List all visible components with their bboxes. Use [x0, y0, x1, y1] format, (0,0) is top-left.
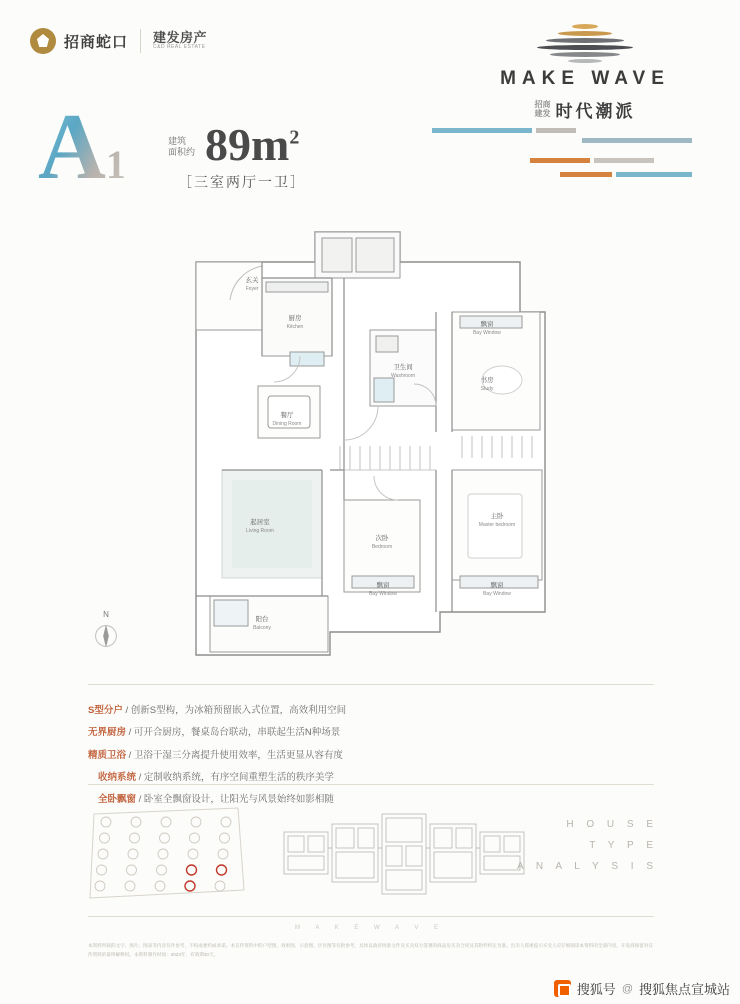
- unit-position-dot: [127, 865, 137, 875]
- divider-top: [88, 684, 654, 685]
- room-label-en: Balcony: [253, 625, 271, 631]
- unit-position-dot: [187, 865, 197, 875]
- feature-tag: 全卧飘窗: [98, 794, 137, 806]
- developer-logo: [30, 28, 207, 54]
- room-label-en: Bedroom: [371, 544, 393, 550]
- feature-item: [88, 700, 373, 722]
- watermark: [554, 979, 730, 998]
- feature-text: / 卫浴干湿三分离提升使用效率，生活更显从容有度: [126, 749, 343, 761]
- room-label-en: Bay Window: [483, 591, 511, 597]
- unit-position-dot: [158, 849, 168, 859]
- compass-icon: [88, 610, 124, 654]
- logo-tiny-text: 招商 建发: [534, 100, 551, 118]
- unit-position-dot: [215, 881, 225, 891]
- feature-item: [98, 767, 383, 789]
- unit-position-dot: [191, 817, 201, 827]
- unit-position-dot: [185, 881, 195, 891]
- unit-position-dot: [101, 817, 111, 827]
- room-label-en: Dining Room: [272, 421, 302, 427]
- room-label-en: Kitchen: [286, 324, 304, 330]
- room-label-cn: 阳台: [255, 616, 269, 623]
- room-label-cn: 玄关: [245, 277, 259, 284]
- room-label-cn: 卫生间: [393, 364, 413, 371]
- unit-position-dot: [217, 865, 227, 875]
- unit-position-dot: [161, 817, 171, 827]
- brand-sub-name-en: C&D REAL ESTATE: [153, 44, 206, 51]
- analysis-line-3: A N A L Y S I S: [517, 861, 658, 872]
- project-logo-en: MAKE WAVE: [500, 68, 670, 89]
- feature-tag: 收纳系统: [98, 771, 137, 783]
- analysis-line-1: H O U S E: [566, 819, 658, 830]
- compass-north-label: N: [103, 610, 109, 619]
- brand-sub-name: 建发房产: [153, 30, 208, 46]
- wave-icon: [525, 22, 645, 64]
- feature-text: / 创新S型构，为冰箱预留嵌入式位置，高效利用空间: [122, 705, 347, 716]
- feature-item: [88, 722, 373, 744]
- feature-tag: 精质卫浴: [88, 749, 127, 761]
- analysis-line-2: T Y P E: [589, 840, 658, 851]
- building-floor-plan: [278, 802, 528, 907]
- watermark-account: 搜狐号: [576, 982, 616, 997]
- analysis-section: [88, 800, 658, 910]
- unit-type-letter: A1: [38, 95, 126, 199]
- area-label: 建筑 面积约: [168, 136, 196, 158]
- unit-position-dot: [218, 849, 228, 859]
- unit-position-dot: [100, 833, 110, 843]
- unit-position-dot: [155, 881, 165, 891]
- unit-position-dot: [131, 817, 141, 827]
- unit-position-dot: [97, 865, 107, 875]
- feature-tag: S型分户: [88, 705, 123, 716]
- divider: [140, 29, 141, 53]
- watermark-separator: @: [621, 982, 633, 995]
- floor-plan: [175, 226, 575, 666]
- feature-text: / 可开合厨房，餐桌岛台联动，串联起生活N种场景: [126, 727, 341, 739]
- feature-tag: 无界厨房: [88, 727, 127, 739]
- feature-item: [88, 745, 373, 767]
- room-label-en: Washroom: [391, 373, 415, 379]
- china-merchants-icon: [30, 28, 56, 54]
- area-value: $89m^2$: [205, 119, 300, 170]
- unit-position-dot: [125, 881, 135, 891]
- disclaimer-text: 本资料所载的文字、图片、图表等内容仅作参考，不构成要约或承诺。本宣传资料中的户型图、效果图、示意图、区位图等仅供参考，具体以政府批准文件及买卖双方签署的商品房买卖合同及其附件约定为准。出卖人郑重提示买受人应仔细阅读本资料的全部内容，开发商保留对宣传资料的最终解释权。本资料制作时间：2023年，有效期30天。: [88, 943, 654, 957]
- room-label-cn: 次卧: [375, 535, 389, 542]
- room-label-cn: 书房: [480, 377, 494, 384]
- room-label-cn: 飘窗: [490, 582, 504, 589]
- unit-position-dot: [220, 833, 230, 843]
- room-label-cn: 起居室: [250, 519, 270, 526]
- project-logo-cn-row: [490, 97, 680, 122]
- room-label-en: Bay Window: [369, 591, 397, 597]
- footer-wave-text: M A K E W A V E: [294, 925, 446, 931]
- divider-bottom: [88, 784, 654, 785]
- feature-column-left: [88, 700, 373, 767]
- room-label-en: Foyer: [245, 286, 259, 292]
- unit-position-diagram: [88, 804, 248, 904]
- room-label-cn: 餐厅: [280, 412, 294, 419]
- room-label-en: Master bedroom: [478, 522, 516, 528]
- unit-position-dot: [98, 849, 108, 859]
- feature-list: [88, 700, 658, 812]
- unit-position-dot: [221, 817, 231, 827]
- unit-position-dot: [128, 849, 138, 859]
- analysis-heading: [517, 814, 658, 877]
- watermark-name: 搜狐焦点宣城站: [638, 982, 730, 997]
- room-label-en: Bay Window: [473, 330, 501, 336]
- unit-position-dot: [160, 833, 170, 843]
- room-label-cn: 厨房: [288, 315, 302, 322]
- project-logo: [490, 22, 680, 122]
- room-label-cn: 飘窗: [480, 321, 494, 328]
- unit-position-dot: [95, 881, 105, 891]
- sohu-icon: [554, 980, 571, 997]
- divider-footer: [88, 916, 654, 917]
- feature-text: / 卧室全飘窗设计，让阳光与风景始终如影相随: [136, 794, 334, 806]
- unit-position-dot: [188, 849, 198, 859]
- brand-name: 招商蛇口: [64, 33, 129, 51]
- unit-position-dot: [190, 833, 200, 843]
- unit-position-dot: [130, 833, 140, 843]
- decor-bars: [432, 128, 692, 192]
- room-label-cn: 飘窗: [376, 582, 390, 589]
- room-count-label: ［三室两厅一卫］: [178, 174, 306, 190]
- feature-text: / 定制收纳系统，有序空间重塑生活的秩序美学: [136, 771, 334, 783]
- room-label-en: Living Room: [246, 528, 274, 534]
- unit-position-dot: [157, 865, 167, 875]
- room-label-cn: 主卧: [490, 513, 504, 520]
- project-logo-cn: 时代潮派: [555, 102, 636, 121]
- room-label-en: Study: [480, 386, 494, 392]
